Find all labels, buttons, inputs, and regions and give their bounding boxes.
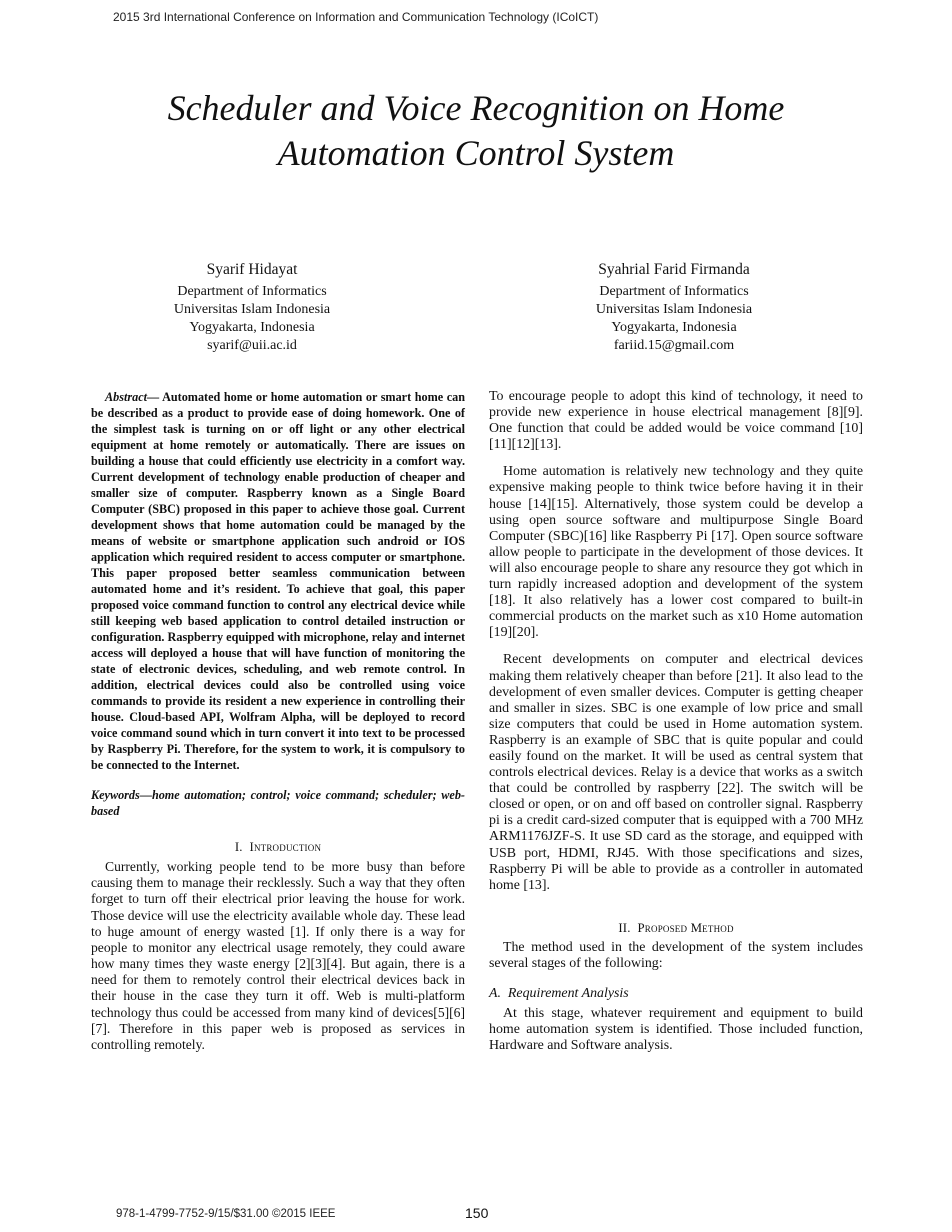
abstract-label: Abstract— — [105, 390, 160, 404]
subsection-label: A. — [489, 986, 501, 1002]
author-name: Syarif Hidayat — [206, 261, 298, 278]
title-line-2: Automation Control System — [277, 133, 675, 173]
page-number: 150 — [465, 1205, 489, 1221]
author-email: syarif@uii.ac.id — [207, 338, 297, 353]
keywords: Keywords—home automation; control; voice command; scheduler; web-based — [91, 788, 465, 818]
paragraph: To encourage people to adopt this kind of technology, it need to provide new experience in house electrical management [8][9]. One function that could be added would be voice command [10][11][12][13]. — [489, 389, 863, 453]
author-block-1 — [102, 259, 402, 355]
title-line-1: Scheduler and Voice Recognition on Home — [167, 88, 785, 128]
subsection-title: Requirement Analysis — [507, 986, 629, 1002]
author-email: fariid.15@gmail.com — [613, 338, 735, 353]
conference-header: 2015 3rd International Conference on Information and Communication Technology (ICoICT) — [113, 10, 599, 24]
left-column — [91, 389, 465, 1053]
paragraph: Recent developments on computer and electrical devices making them relatively cheaper than before [21]. It also lead to the development of even smaller devices. Computer is getting cheaper and smaller in sizes. SBC is one example of low price and small size computers that could be used in Home automation system. Raspberry is an example of SBC that is quite popular and could easily found on the market. It will be used as central system that controls electrical devices. Relay is a device that works as a switch that could be controlled by raspberry [22]. The switch will be closed or open, or on and off based on controller signal. Raspberry pi is a credit card-sized computer that is equipped with a 700 MHz ARM1176JZF-S. It use SD card as the storage, and equipped with USB port, HDMI, RJ45. With those specifications and sizes, Raspberry Pi will be able to provide as a controller in automated home [13]. — [489, 652, 863, 893]
author-city: Yogyakarta, Indonesia — [189, 320, 315, 335]
paragraph: At this stage, whatever requirement and equipment to build home automation system is identified. Those included function, Hardware and Software analysis. — [489, 1006, 863, 1054]
author-university: Universitas Islam Indonesia — [173, 302, 331, 317]
author-department: Department of Informatics — [599, 284, 749, 299]
author-name: Syahrial Farid Firmanda — [598, 261, 750, 278]
abstract-text: Automated home or home automation or smart home can be described as a product to provide ease of doing homework. One of the simplest task is turning on or off light or any other electrical equipment at home remotely or automatically. There are issues on building a house that could efficiently use electricity in a comfort way. Current development of technology enable production of cheaper and smaller size of computer. Raspberry known as a Single Board Computer (SBC) proposed in this paper to achieve those goal. Current development shows that home automation could be managed by the means of website or smartphone application such android or IOS application which required resident to access computer or smartphone. This paper proposed better seamless communication between automated home and it’s resident. To achieve that goal, this paper proposed voice command function to control any electrical device while still keeping web based application to control detailed instruction or configuration. Raspberry equipped with microphone, relay and internet access will deployed a house that will have function of monitoring the state of electronic devices, scheduling, and web remote control. In addition, electrical devices could also be controlled using voice commands to provide its resident a new experience in controlling their house. Cloud-based API, Wolfram Alpha, will be deployed to record voice command sound which in turn convert it into text to be processed by Raspberry Pi. Therefore, for the system to work, it is compulsory to be connected to the Internet. — [91, 390, 465, 772]
author-university: Universitas Islam Indonesia — [595, 302, 753, 317]
section-number: II. — [618, 920, 631, 935]
subsection-heading — [489, 986, 863, 1002]
paragraph: Currently, working people tend to be more busy than before causing them to manage their recklessly. Such a way that they often forget to turn off their electrical prior leaving the house for work. Those device will use the electricity available whole day. These lead to huge amount of energy wasted [1]. If only there is a way for people to monitor any electrical usage remotely, they could aware how many times they waste energy [2][3][4]. But again, there is a need for them to remotely control their electrical devices back in their house in the case they turn it off. Web is multi-platform technology thus could be accessed from many kind of devices[5][6][7]. Therefore in this paper web is proposed as services in controlling remotely. — [91, 859, 465, 1052]
right-column — [489, 389, 863, 1054]
section-heading-introduction — [91, 839, 465, 855]
author-block-2 — [524, 259, 824, 355]
section-heading-proposed-method — [489, 920, 863, 936]
section-title: Proposed Method — [637, 920, 734, 935]
paragraph: The method used in the development of the system includes several stages of the following: — [489, 939, 863, 971]
footer-isbn: 978-1-4799-7752-9/15/$31.00 ©2015 IEEE — [116, 1208, 336, 1220]
paper-title — [100, 86, 852, 176]
paragraph: Home automation is relatively new technology and they quite expensive making people to think twice before having it in their house [14][15]. Alternatively, those system could be develop a using open source software and multipurpose Single Board Computer (SBC)[16] like Raspberry Pi [17]. Open source software allow people to participate in the development of those devices. It will also encourage people to share any resource they got which in turn rapidly increased adoption and development of the system [18]. It also relatively has a lower cost compared to built-in commercial products on the market such as x10 Home automation [19][20]. — [489, 464, 863, 641]
author-city: Yogyakarta, Indonesia — [611, 320, 737, 335]
abstract — [91, 389, 465, 773]
section-number: I. — [234, 840, 243, 854]
section-title: Introduction — [249, 840, 322, 854]
author-department: Department of Informatics — [177, 284, 327, 299]
